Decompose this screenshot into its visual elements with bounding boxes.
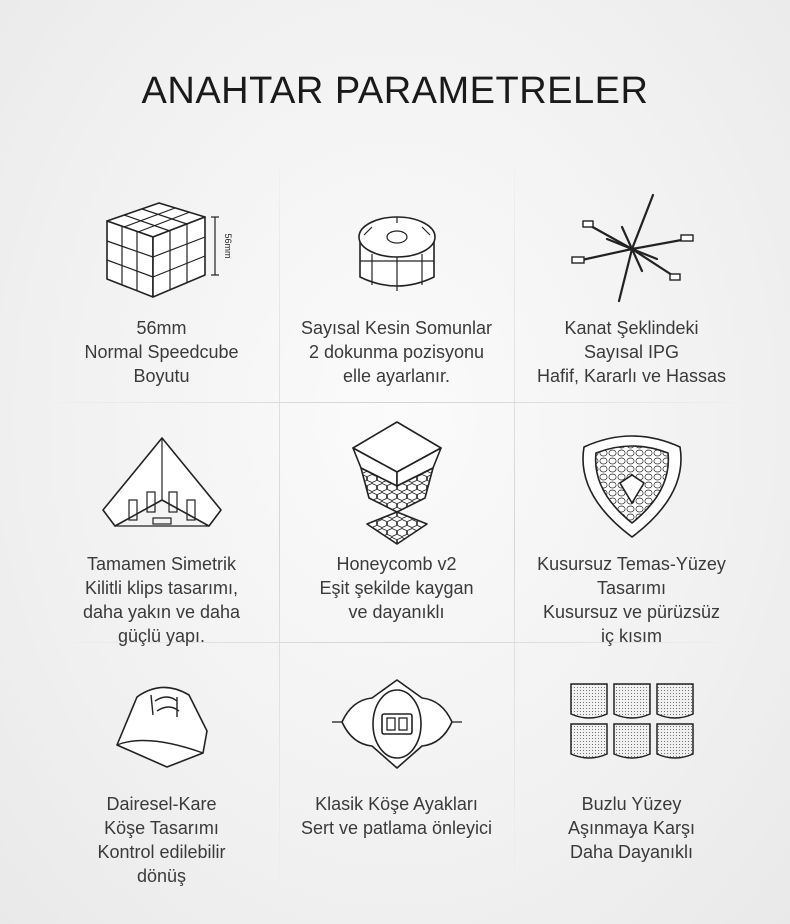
caption-line: 2 dokunma pozisyonu: [308, 342, 485, 362]
nut-icon: [279, 184, 514, 314]
caption-line: iç kısım: [601, 626, 662, 646]
surface-piece-icon: [514, 420, 749, 550]
honeycomb-icon: [279, 420, 514, 550]
caption-line: Kusursuz ve pürüzsüz: [542, 602, 721, 622]
caption-line: dönüş: [136, 866, 187, 886]
caption-line: Hafif, Kararlı ve Hassas: [536, 366, 727, 386]
caption-line: Boyutu: [133, 366, 190, 386]
caption-line: Dairesel-Kare: [106, 794, 217, 814]
caption-line: Tamamen Simetrik: [86, 554, 237, 574]
caption-line: ve dayanıklı: [348, 602, 445, 622]
caption-line: Aşınmaya Karşı: [567, 818, 696, 838]
feature-cell-corner: [44, 642, 279, 901]
cube-icon: [44, 184, 279, 314]
frosted-tiles-icon: [514, 660, 749, 790]
feature-cell-surface: [514, 402, 749, 646]
caption-line: Köşe Tasarımı: [104, 818, 219, 838]
feature-grid: [44, 166, 749, 901]
feature-cell-foot: [279, 642, 514, 901]
feature-cell-frosted: [514, 642, 749, 901]
caption-line: Eşit şekilde kaygan: [319, 578, 474, 598]
corner-foot-icon: [279, 660, 514, 790]
clip-piece-icon: [44, 420, 279, 550]
caption-line: Klasik Köşe Ayakları: [315, 794, 478, 814]
caption-line: daha yakın ve daha: [82, 602, 241, 622]
feature-cell-honeycomb: [279, 402, 514, 642]
caption-line: güçlü yapı.: [117, 626, 206, 646]
feature-cell-nut: [279, 166, 514, 402]
caption-line: Normal Speedcube: [84, 342, 239, 362]
caption-line: Honeycomb v2: [336, 554, 457, 574]
caption-line: Sert ve patlama önleyici: [300, 818, 493, 838]
caption-line: Sayısal Kesin Somunlar: [300, 318, 493, 338]
caption-line: Kusursuz Temas-Yüzey: [537, 554, 726, 574]
caption-line: Tasarımı: [596, 578, 666, 598]
caption-line: Sayısal IPG: [583, 342, 680, 362]
caption-line: Kontrol edilebilir: [97, 842, 226, 862]
page-title: ANAHTAR PARAMETRELER: [141, 70, 649, 112]
caption-line: Daha Dayanıklı: [569, 842, 694, 862]
caption-line: Kanat Şeklindeki: [564, 318, 699, 338]
caption-line: elle ayarlanır.: [342, 366, 451, 386]
feature-cell-size: [44, 166, 279, 402]
caption-line: Kilitli klips tasarımı,: [84, 578, 239, 598]
caption-line: 56mm: [136, 318, 187, 338]
dimension-label: 56mm: [222, 233, 233, 259]
caption-line: Buzlu Yüzey: [581, 794, 682, 814]
corner-piece-icon: [44, 660, 279, 790]
feature-cell-clip: [44, 402, 279, 646]
wing-core-icon: [514, 184, 749, 314]
feature-cell-core: [514, 166, 749, 402]
